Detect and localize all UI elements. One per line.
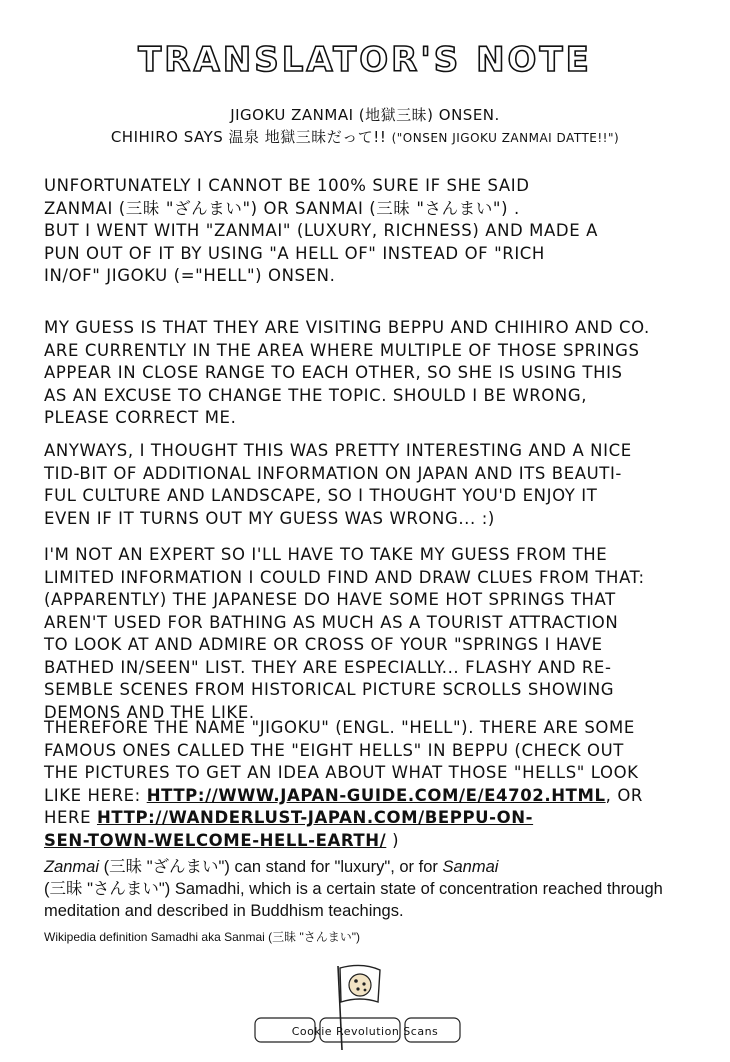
paragraph-interesting-tidbit: ANYWAYS, I THOUGHT THIS WAS PRETTY INTERESTING AND A NICE TID-BIT OF ADDITIONAL INFORMATION ON JAPAN AND ITS BEAUTI- FUL CULTURE AND LANDSCAPE, SO I THOUGHT YOU'D ENJOY IT EVEN IF IT TURNS OUT MY GUESS WAS WRONG... :) xyxy=(44,441,632,528)
scanlator-name: Cookie Revolution Scans xyxy=(291,1025,439,1038)
definition-note xyxy=(44,856,704,922)
paragraph-hot-springs: I'M NOT AN EXPERT SO I'LL HAVE TO TAKE MY GUESS FROM THE LIMITED INFORMATION I COULD FIND AND DRAW CLUES FROM THAT: (APPARENTLY) THE JAPANESE DO HAVE SOME HOT SPRINGS THAT AREN'T USED FOR BATHING AS MUCH AS A TOURIST ATTRACTION TO LOOK AT AND ADMIRE OR CROSS OF YOUR "SPRINGS I HAVE BATHED IN/SEEN" LIST. THEY ARE ESPECIALLY... FLASHY AND RE- SEMBLE SCENES FROM HISTORICAL PICTURE SCROLLS SHOWING DEMONS AND THE LIKE. xyxy=(44,545,645,722)
subtitle-romaji: ("ONSEN JIGOKU ZANMAI DATTE!!") xyxy=(391,131,620,145)
sanmai-term: Sanmai xyxy=(442,858,499,876)
eight-hells-text-end: ) xyxy=(386,830,400,850)
wanderlust-link[interactable]: HTTP://WANDERLUST-JAPAN.COM/BEPPU-ON- SEN-TOWN-WELCOME-HELL-EARTH/ xyxy=(44,808,534,850)
subtitle-line-1: JIGOKU ZANMAI (地獄三昧) ONSEN. xyxy=(230,106,500,124)
scanlator-logo xyxy=(0,958,730,1058)
paragraph-beppu-guess: MY GUESS IS THAT THEY ARE VISITING BEPPU AND CHIHIRO AND CO. ARE CURRENTLY IN THE AREA WHERE MULTIPLE OF THOSE SPRINGS APPEAR IN CLOSE RANGE TO EACH OTHER, SO SHE IS USING THIS AS AN EXCUSE TO CHANGE THE TOPIC. SHOULD I BE WRONG, PLEASE CORRECT ME. xyxy=(44,318,650,427)
note-text-1: (三昧 "ざんまい") can stand for "luxury", or for xyxy=(99,858,443,876)
eight-hells-text: THEREFORE THE NAME "JIGOKU" (ENGL. "HELL"). THERE ARE SOME FAMOUS ONES CALLED THE "EIGHT HELLS" IN BEPPU (CHECK OUT THE PICTURES TO GET AN IDEA ABOUT WHAT THOSE "HELLS" LOOK LIKE HERE: xyxy=(44,718,639,805)
cookie-flag-icon xyxy=(0,958,730,1058)
zanmai-term: Zanmai xyxy=(44,858,100,876)
subtitle-main: CHIHIRO SAYS 温泉 地獄三昧だって!! xyxy=(110,128,392,146)
eight-hells-text-mid: , OR HERE xyxy=(44,785,643,827)
japan-guide-link[interactable]: HTTP://WWW.JAPAN-GUIDE.COM/E/E4702.HTML xyxy=(146,785,606,805)
paragraph-zanmai-pun: UNFORTUNATELY I CANNOT BE 100% SURE IF SHE SAID ZANMAI (三昧 "ざんまい") OR SANMAI (三昧 "さんまい") . BUT I WENT WITH "ZANMAI" (LUXURY, RICHNESS) AND MADE A PUN OUT OF IT BY USING "A HELL OF" INSTEAD OF "RICH IN/OF" JIGOKU (="HELL") ONSEN. xyxy=(44,176,598,285)
paragraph-eight-hells xyxy=(44,717,684,852)
subtitle-line-2 xyxy=(0,126,730,147)
page-title: TRANSLATOR'S NOTE xyxy=(138,40,592,80)
note-text-2: (三昧 "さんまい") Samadhi, which is a certain state of concentration reached through meditation and described in Buddhism teachings. xyxy=(44,880,663,920)
wikipedia-source: Wikipedia definition Samadhi aka Sanmai (三昧 "さんまい") xyxy=(44,930,360,944)
